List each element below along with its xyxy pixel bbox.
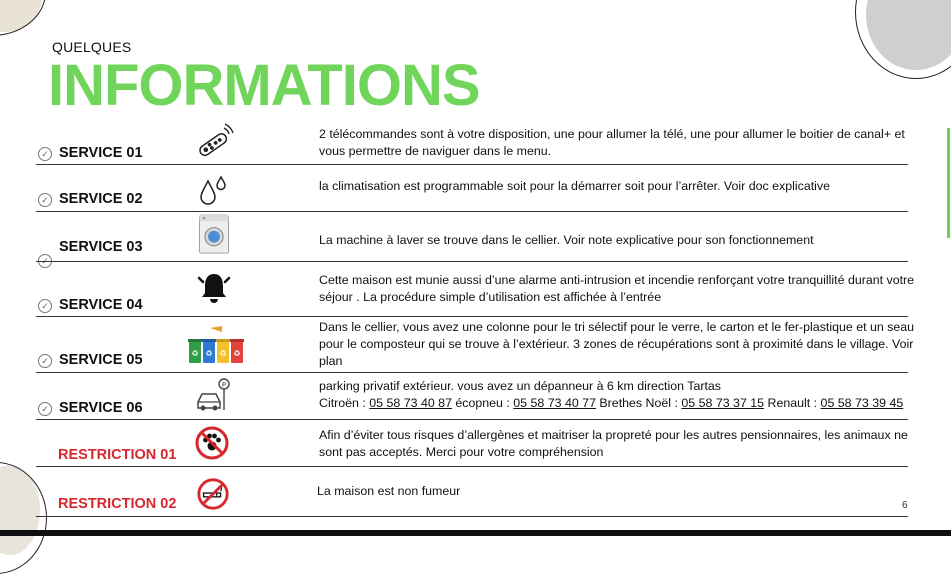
- row-label: SERVICE 01: [59, 145, 143, 161]
- decor-green-bar: [947, 128, 950, 238]
- check-icon: ✓: [38, 299, 52, 313]
- contact-name: Brethes Noël :: [595, 396, 682, 410]
- row-text: la climatisation est programmable soit pour la démarrer soit pour l’arrêter. Voir doc explicative: [319, 179, 830, 193]
- contact-phone-link[interactable]: 05 58 73 40 77: [513, 396, 596, 410]
- row-text: [319, 378, 929, 412]
- svg-text:P: P: [221, 381, 227, 389]
- parking-text: parking privatif extérieur. vous avez un dépanneur à 6 km direction Tartas: [319, 379, 721, 393]
- row-text: 2 télécommandes sont à votre disposition, une pour allumer la télé, une pour allumer le boitier de canal+ et vous permettre de naviguer dans le menu.: [319, 127, 905, 158]
- water-drops-icon: [194, 171, 234, 211]
- contact-list: [319, 395, 929, 412]
- svg-text:♻: ♻: [233, 349, 241, 358]
- row-label: RESTRICTION 01: [58, 447, 177, 463]
- info-row-service-05: [36, 317, 915, 373]
- alarm-bell-icon: [194, 268, 234, 308]
- contact-phone-link[interactable]: 05 58 73 40 87: [369, 396, 452, 410]
- svg-text:♻: ♻: [205, 349, 213, 358]
- info-row-restriction-01: [36, 420, 908, 467]
- contact-phone-link[interactable]: 05 58 73 39 45: [820, 396, 904, 410]
- page-number: 6: [902, 500, 908, 511]
- info-row-restriction-02: [36, 467, 908, 517]
- no-smoking-icon: [196, 477, 230, 511]
- info-row-service-04: [36, 262, 915, 317]
- row-divider: [36, 516, 908, 517]
- info-row-service-06: [36, 373, 908, 420]
- check-icon: ✓: [38, 193, 52, 207]
- recycling-bins-icon: [186, 325, 248, 367]
- row-label: SERVICE 03: [59, 239, 143, 255]
- parking-car-icon: [194, 376, 234, 416]
- svg-text:♻: ♻: [191, 349, 199, 358]
- row-text: La maison est non fumeur: [317, 484, 461, 498]
- info-row-service-02: [36, 165, 908, 212]
- row-label: RESTRICTION 02: [58, 496, 177, 512]
- row-text: Dans le cellier, vous avez une colonne pour le tri sélectif pour le verre, le carton et le fer-plastique et un seau pour le composteur qui se trouve à l’extérieur. 3 zones de récupérations sont à proximité dans le village. Voir plan: [319, 320, 915, 368]
- decor-ring-top-left: [0, 0, 46, 36]
- page-title: INFORMATIONS: [48, 53, 480, 118]
- check-icon: ✓: [38, 402, 52, 416]
- page-subtitle: QUELQUES: [52, 39, 132, 55]
- row-text: Cette maison est munie aussi d’une alarme anti-intrusion et incendie renforçant votre tranquillité durant votre séjour . La procédure simple d’utilisation est affichée à l’entrée: [319, 273, 915, 304]
- contact-name: écopneu :: [451, 396, 514, 410]
- row-text: Afin d’éviter tous risques d’allergènes et maitriser la propreté pour les autres pensionnaires, les animaux ne sont pas acceptés. Merci pour votre compréhension: [319, 428, 908, 459]
- contact-name: Citroën :: [319, 396, 370, 410]
- info-row-service-03: [36, 212, 908, 262]
- decor-ring-top-right: [855, 0, 951, 79]
- row-label: SERVICE 06: [59, 400, 143, 416]
- svg-text:♻: ♻: [219, 349, 227, 358]
- contact-name: Renault :: [764, 396, 821, 410]
- washing-machine-icon: [194, 214, 234, 254]
- no-pets-icon: [194, 425, 230, 461]
- row-text: La machine à laver se trouve dans le cellier. Voir note explicative pour son fonctionnement: [319, 233, 814, 247]
- contact-phone-link[interactable]: 05 58 73 37 15: [681, 396, 765, 410]
- row-label: SERVICE 02: [59, 191, 143, 207]
- row-label: SERVICE 04: [59, 297, 143, 313]
- info-row-service-01: [36, 120, 908, 165]
- remote-control-icon: [194, 122, 234, 162]
- check-icon: ✓: [38, 147, 52, 161]
- check-icon: ✓: [38, 354, 52, 368]
- decor-bottom-bar: [0, 530, 951, 536]
- row-label: SERVICE 05: [59, 352, 143, 368]
